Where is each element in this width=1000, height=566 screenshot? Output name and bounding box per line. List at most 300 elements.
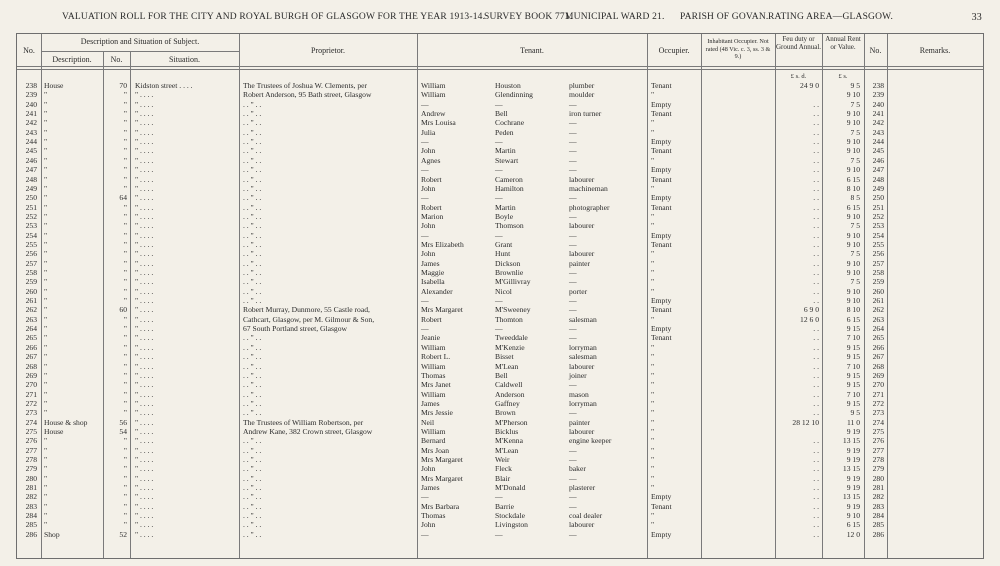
rating-area: RATING AREA—GLASGOW.: [768, 12, 894, 22]
cell-no2: 277: [872, 445, 884, 455]
table-row: [17, 492, 983, 501]
cell-no2: 282: [872, 492, 884, 502]
cell-occupier: ": [651, 314, 655, 324]
cell-rent: 9 10: [846, 296, 860, 306]
cell-feu: . .: [813, 230, 819, 240]
cell-prop: Robert Anderson, 95 Bath street, Glasgow: [243, 90, 372, 100]
table-row: [17, 165, 983, 174]
cell-rent: 9 10: [846, 230, 860, 240]
cell-occupier: Tenant: [651, 202, 672, 212]
cell-prop: . . " . .: [243, 127, 262, 137]
cell-occupier: ": [651, 342, 655, 352]
cell-rent: 9 5: [850, 81, 860, 90]
cell-no2: 242: [872, 118, 884, 128]
cell-ts: —: [495, 165, 503, 175]
cell-tf: —: [421, 529, 429, 539]
col-tenant: Tenant.: [520, 46, 544, 55]
cell-no2: 285: [872, 520, 884, 530]
cell-rent: 7 10: [846, 389, 860, 399]
cell-num: ": [123, 146, 127, 156]
cell-ts: —: [495, 193, 503, 203]
cell-desc: ": [44, 221, 48, 231]
table-row: [17, 333, 983, 342]
cell-num: ": [123, 483, 127, 493]
cell-rent: 7 5: [850, 155, 860, 165]
cell-occ: —: [569, 296, 577, 306]
cell-prop: . . " . .: [243, 211, 262, 221]
cell-sit: " . . . .: [135, 277, 154, 287]
table-row: [17, 156, 983, 165]
cell-tf: Mrs Margaret: [421, 473, 463, 483]
cell-tf: Robert L.: [421, 352, 451, 362]
cell-feu: . .: [813, 127, 819, 137]
cell-no: 286: [25, 529, 37, 539]
cell-rent: 7 10: [846, 333, 860, 343]
cell-prop: . . " . .: [243, 109, 262, 119]
cell-desc: ": [44, 239, 48, 249]
cell-prop: . . " . .: [243, 352, 262, 362]
cell-occupier: ": [651, 118, 655, 128]
cell-no: 264: [25, 324, 37, 334]
cell-tf: —: [421, 193, 429, 203]
cell-num: ": [123, 398, 127, 408]
cell-ts: M'Donald: [495, 483, 526, 493]
cell-occupier: Empty: [651, 529, 672, 539]
cell-desc: ": [44, 193, 48, 203]
cell-num: ": [123, 286, 127, 296]
cell-tf: John: [421, 464, 436, 474]
cell-sit: " . . . .: [135, 221, 154, 231]
cell-occupier: Empty: [651, 296, 672, 306]
cell-no2: 276: [872, 436, 884, 446]
cell-ts: M'Lean: [495, 445, 519, 455]
cell-prop: . . " . .: [243, 529, 262, 539]
cell-occ: moulder: [569, 90, 595, 100]
cell-occ: painter: [569, 417, 591, 427]
cell-desc: ": [44, 183, 48, 193]
cell-no2: 254: [872, 230, 884, 240]
cell-prop: . . " . .: [243, 398, 262, 408]
cell-no2: 271: [872, 389, 884, 399]
cell-ts: —: [495, 529, 503, 539]
cell-num: ": [123, 211, 127, 221]
cell-desc: ": [44, 324, 48, 334]
cell-ts: M'Lean: [495, 361, 519, 371]
cell-no: 251: [25, 202, 37, 212]
municipal-ward: MUNICIPAL WARD 21.: [565, 12, 665, 22]
table-row: [17, 81, 983, 90]
cell-no2: 240: [872, 99, 884, 109]
cell-tf: James: [421, 258, 440, 268]
cell-num: ": [123, 202, 127, 212]
cell-occ: —: [569, 118, 577, 128]
cell-no: 252: [25, 211, 37, 221]
cell-feu: 6 9 0: [803, 305, 819, 315]
cell-prop: . . " . .: [243, 342, 262, 352]
cell-occupier: ": [651, 408, 655, 418]
cell-ts: Thomton: [495, 314, 523, 324]
cell-feu: . .: [813, 211, 819, 221]
cell-occ: —: [569, 445, 577, 455]
cell-tf: Mrs Elizabeth: [421, 239, 464, 249]
cell-feu: . .: [813, 333, 819, 343]
cell-occupier: ": [651, 249, 655, 259]
cell-no2: 259: [872, 277, 884, 287]
cell-desc: ": [44, 380, 48, 390]
cell-occupier: ": [651, 211, 655, 221]
cell-occupier: Tenant: [651, 81, 672, 90]
table-row: [17, 240, 983, 249]
cell-tf: John: [421, 249, 436, 259]
cell-no2: 251: [872, 202, 884, 212]
cell-rent: 9 15: [846, 398, 860, 408]
cell-sit: " . . . .: [135, 193, 154, 203]
cell-ts: Hamilton: [495, 183, 524, 193]
cell-prop: Andrew Kane, 382 Crown street, Glasgow: [243, 426, 373, 436]
cell-desc: Shop: [44, 529, 60, 539]
cell-tf: Marion: [421, 211, 444, 221]
cell-no: 274: [25, 417, 37, 427]
cell-occ: photographer: [569, 202, 610, 212]
cell-ts: Weir: [495, 455, 510, 464]
cell-feu: . .: [813, 492, 819, 502]
cell-prop: . . " . .: [243, 473, 262, 483]
table-row: [17, 305, 983, 314]
cell-prop: . . " . .: [243, 258, 262, 268]
cell-no: 273: [25, 408, 37, 418]
cell-sit: " . . . .: [135, 127, 154, 137]
cell-rent: 9 10: [846, 211, 860, 221]
cell-num: 52: [119, 529, 127, 539]
cell-sit: " . . . .: [135, 183, 154, 193]
cell-sit: " . . . .: [135, 314, 154, 324]
cell-tf: John: [421, 146, 436, 156]
cell-feu: . .: [813, 193, 819, 203]
cell-sit: " . . . .: [135, 109, 154, 119]
cell-prop: . . " . .: [243, 174, 262, 184]
cell-rent: 9 10: [846, 137, 860, 147]
cell-occ: —: [569, 127, 577, 137]
table-row: [17, 249, 983, 258]
cell-num: ": [123, 436, 127, 446]
cell-no: 250: [25, 193, 37, 203]
cell-prop: . . " . .: [243, 193, 262, 203]
cell-rent: 8 10: [846, 305, 860, 315]
cell-feu: . .: [813, 529, 819, 539]
cell-tf: Maggie: [421, 268, 445, 277]
cell-no2: 269: [872, 370, 884, 380]
cell-sit: " . . . .: [135, 174, 154, 184]
cell-num: ": [123, 137, 127, 147]
cell-sit: " . . . .: [135, 296, 154, 306]
cell-desc: ": [44, 268, 48, 277]
cell-feu: . .: [813, 202, 819, 212]
cell-tf: John: [421, 520, 436, 530]
cell-occ: —: [569, 324, 577, 334]
table-row: [17, 343, 983, 352]
cell-num: ": [123, 90, 127, 100]
cell-prop: . . " . .: [243, 520, 262, 530]
cell-sit: " . . . .: [135, 352, 154, 362]
cell-feu: . .: [813, 296, 819, 306]
cell-ts: —: [495, 492, 503, 502]
cell-sit: " . . . .: [135, 90, 154, 100]
cell-sit: " . . . .: [135, 455, 154, 464]
cell-tf: Mrs Margaret: [421, 305, 463, 315]
cell-occupier: ": [651, 473, 655, 483]
cell-desc: ": [44, 202, 48, 212]
cell-desc: ": [44, 436, 48, 446]
cell-prop: Robert Murray, Dunmore, 55 Castle road,: [243, 305, 370, 315]
cell-ts: Bisset: [495, 352, 514, 362]
cell-ts: Caldwell: [495, 380, 523, 390]
survey-book: SURVEY BOOK 771.: [484, 12, 573, 22]
cell-num: ": [123, 155, 127, 165]
cell-feu: . .: [813, 118, 819, 128]
cell-no2: 264: [872, 324, 884, 334]
cell-no: 263: [25, 314, 37, 324]
cell-occupier: ": [651, 455, 655, 464]
cell-desc: ": [44, 445, 48, 455]
cell-tf: —: [421, 492, 429, 502]
cell-tf: Mrs Louisa: [421, 118, 456, 128]
cell-occupier: Empty: [651, 193, 672, 203]
cell-occupier: Empty: [651, 99, 672, 109]
cell-no: 241: [25, 109, 37, 119]
table-row: [17, 184, 983, 193]
cell-tf: John: [421, 221, 436, 231]
cell-prop: . . " . .: [243, 511, 262, 521]
cell-tf: Mrs Barbara: [421, 501, 460, 511]
cell-desc: ": [44, 258, 48, 268]
cell-tf: Robert: [421, 174, 442, 184]
cell-occupier: ": [651, 277, 655, 287]
cell-tf: William: [421, 81, 446, 90]
cell-occupier: ": [651, 268, 655, 277]
cell-ts: Fleck: [495, 464, 512, 474]
cell-no: 282: [25, 492, 37, 502]
cell-no: 275: [25, 426, 37, 436]
cell-occ: iron turner: [569, 109, 602, 119]
cell-ts: Cochrane: [495, 118, 525, 128]
cell-sit: " . . . .: [135, 380, 154, 390]
cell-desc: ": [44, 146, 48, 156]
cell-rent: 13 15: [842, 436, 860, 446]
cell-desc: ": [44, 511, 48, 521]
cell-occ: labourer: [569, 520, 595, 530]
cell-no2: 253: [872, 221, 884, 231]
cell-tf: Mrs Jessie: [421, 408, 453, 418]
cell-feu: . .: [813, 286, 819, 296]
cell-num: ": [123, 221, 127, 231]
cell-num: ": [123, 455, 127, 464]
cell-sit: " . . . .: [135, 155, 154, 165]
cell-rent: 6 15: [846, 202, 860, 212]
cell-no2: 252: [872, 211, 884, 221]
cell-num: ": [123, 99, 127, 109]
cell-desc: ": [44, 230, 48, 240]
cell-ts: Bell: [495, 109, 508, 119]
cell-feu: 12 6 0: [800, 314, 819, 324]
cell-num: ": [123, 492, 127, 502]
cell-desc: ": [44, 333, 48, 343]
cell-occupier: ": [651, 90, 655, 100]
cell-sit: " . . . .: [135, 389, 154, 399]
cell-feu: . .: [813, 436, 819, 446]
cell-num: ": [123, 165, 127, 175]
cell-rent: 6 15: [846, 174, 860, 184]
cell-sit: " . . . .: [135, 286, 154, 296]
cell-no: 269: [25, 370, 37, 380]
cell-no: 277: [25, 445, 37, 455]
cell-rent: 9 19: [846, 473, 860, 483]
cell-feu: . .: [813, 501, 819, 511]
cell-ts: Barrie: [495, 501, 514, 511]
cell-feu: . .: [813, 239, 819, 249]
cell-ts: Stewart: [495, 155, 519, 165]
cell-sit: " . . . .: [135, 118, 154, 128]
cell-ts: Tweeddale: [495, 333, 528, 343]
cell-sit: " . . . .: [135, 445, 154, 455]
cell-rent: 8 10: [846, 183, 860, 193]
cell-occ: —: [569, 137, 577, 147]
cell-no2: 263: [872, 314, 884, 324]
cell-num: ": [123, 352, 127, 362]
cell-no2: 243: [872, 127, 884, 137]
cell-tf: Jeanie: [421, 333, 440, 343]
cell-sit: " . . . .: [135, 239, 154, 249]
cell-desc: ": [44, 118, 48, 128]
cell-tf: Thomas: [421, 370, 446, 380]
cell-rent: 9 10: [846, 118, 860, 128]
cell-ts: Peden: [495, 127, 514, 137]
cell-rent: 7 5: [850, 99, 860, 109]
cell-sit: " . . . .: [135, 333, 154, 343]
cell-occupier: ": [651, 436, 655, 446]
cell-prop: . . " . .: [243, 268, 262, 277]
cell-desc: ": [44, 389, 48, 399]
cell-sit: " . . . .: [135, 408, 154, 418]
cell-occupier: ": [651, 511, 655, 521]
cell-sit: " . . . .: [135, 426, 154, 436]
cell-desc: ": [44, 305, 48, 315]
cell-sit: " . . . .: [135, 483, 154, 493]
table-row: [17, 530, 983, 539]
cell-occ: plumber: [569, 81, 595, 90]
cell-occupier: ": [651, 361, 655, 371]
col-occupier: Occupier.: [658, 46, 690, 55]
cell-desc: ": [44, 352, 48, 362]
cell-desc: ": [44, 520, 48, 530]
cell-ts: Dickson: [495, 258, 521, 268]
cell-prop: . . " . .: [243, 296, 262, 306]
cell-ts: Brownlie: [495, 268, 524, 277]
cell-rent: 9 15: [846, 342, 860, 352]
cell-occupier: Empty: [651, 230, 672, 240]
cell-occ: —: [569, 492, 577, 502]
cell-no: 280: [25, 473, 37, 483]
cell-desc: ": [44, 277, 48, 287]
cell-ts: Thomson: [495, 221, 524, 231]
table-row: [17, 100, 983, 109]
cell-tf: Mrs Margaret: [421, 455, 463, 464]
cell-num: 60: [119, 305, 127, 315]
cell-prop: . . " . .: [243, 137, 262, 147]
cell-no2: 273: [872, 408, 884, 418]
cell-no2: 249: [872, 183, 884, 193]
cell-sit: " . . . .: [135, 324, 154, 334]
cell-no: 238: [25, 81, 37, 90]
cell-occ: —: [569, 239, 577, 249]
cell-no2: 278: [872, 455, 884, 464]
cell-feu: . .: [813, 380, 819, 390]
table-row: [17, 212, 983, 221]
cell-feu: . .: [813, 258, 819, 268]
cell-no: 255: [25, 239, 37, 249]
table-row: [17, 371, 983, 380]
cell-no2: 248: [872, 174, 884, 184]
cell-occ: —: [569, 529, 577, 539]
cell-occupier: Tenant: [651, 333, 672, 343]
table-row: [17, 315, 983, 324]
cell-num: 70: [119, 81, 127, 90]
table-row: [17, 231, 983, 240]
cell-occ: salesman: [569, 314, 597, 324]
cell-rent: 13 15: [842, 464, 860, 474]
cell-tf: William: [421, 342, 446, 352]
cell-sit: " . . . .: [135, 398, 154, 408]
cell-tf: Andrew: [421, 109, 446, 119]
cell-no: 247: [25, 165, 37, 175]
page-number: 33: [971, 12, 982, 23]
cell-occ: —: [569, 473, 577, 483]
cell-num: ": [123, 109, 127, 119]
cell-ts: Livingston: [495, 520, 528, 530]
cell-no: 278: [25, 455, 37, 464]
cell-tf: Mrs Joan: [421, 445, 450, 455]
cell-occupier: ": [651, 398, 655, 408]
cell-desc: ": [44, 455, 48, 464]
col-description: Description.: [52, 55, 92, 64]
cell-feu: . .: [813, 445, 819, 455]
table-row: [17, 380, 983, 389]
cell-desc: ": [44, 370, 48, 380]
cell-desc: ": [44, 473, 48, 483]
cell-occupier: ": [651, 445, 655, 455]
cell-prop: . . " . .: [243, 239, 262, 249]
cell-no: 262: [25, 305, 37, 315]
cell-occ: —: [569, 455, 577, 464]
cell-occupier: ": [651, 426, 655, 436]
cell-rent: 7 5: [850, 127, 860, 137]
cell-occupier: ": [651, 352, 655, 362]
cell-no: 259: [25, 277, 37, 287]
cell-rent: 9 10: [846, 109, 860, 119]
cell-ts: Houston: [495, 81, 521, 90]
cell-sit: " . . . .: [135, 165, 154, 175]
cell-sit: " . . . .: [135, 361, 154, 371]
cell-no2: 238: [872, 81, 884, 90]
cell-no2: 258: [872, 268, 884, 277]
cell-num: ": [123, 174, 127, 184]
cell-desc: ": [44, 165, 48, 175]
table-row: [17, 399, 983, 408]
cell-occ: —: [569, 230, 577, 240]
cell-occ: labourer: [569, 361, 595, 371]
table-row: [17, 259, 983, 268]
cell-no2: 286: [872, 529, 884, 539]
cell-no2: 262: [872, 305, 884, 315]
